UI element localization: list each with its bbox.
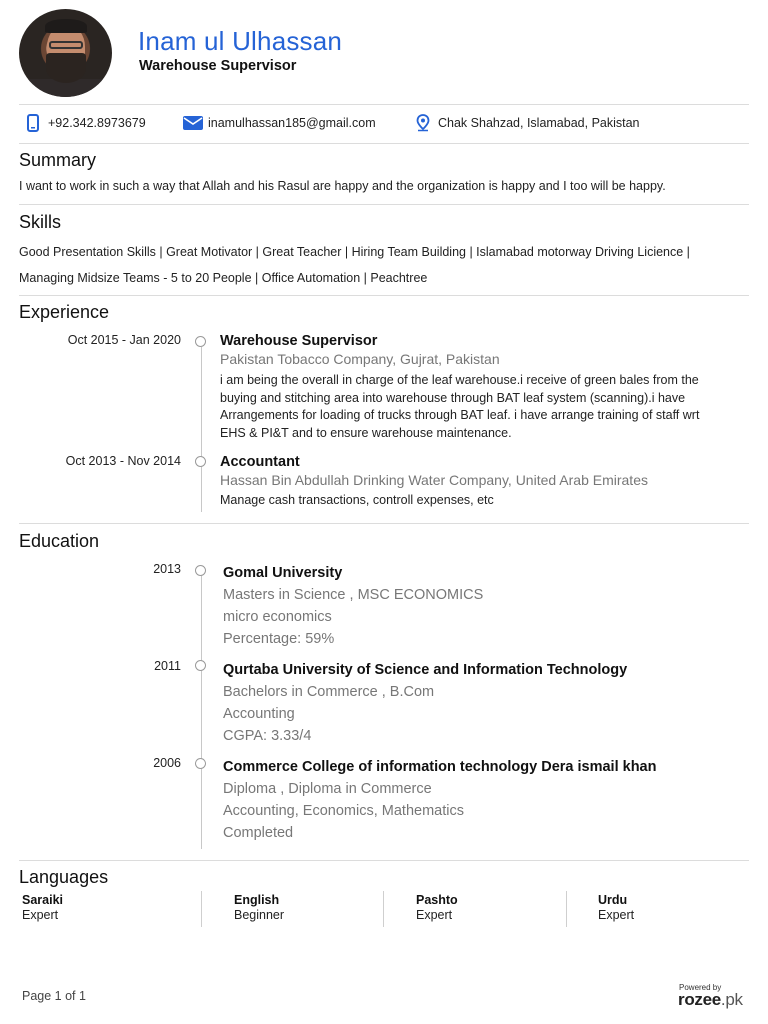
language-name: Saraiki [22, 893, 64, 907]
experience-desc [220, 372, 699, 442]
desc-line: buying and stitching area into warehouse through BAT leaf system (scanning).i have [220, 390, 686, 405]
language-item [598, 893, 634, 922]
desc-line: i am being the overall in charge of the leaf warehouse.i receive of green bales from the [220, 373, 699, 387]
phone-icon [22, 113, 44, 133]
language-name: Urdu [598, 893, 628, 907]
experience-dates: Oct 2013 - Nov 2014 [65, 454, 181, 468]
desc-line: Manage cash transactions, controll expenses, etc [220, 493, 494, 507]
location-text: Chak Shahzad, Islamabad, Pakistan [438, 116, 640, 130]
candidate-name: Inam ul Ulhassan [138, 26, 343, 56]
education-degree: Bachelors in Commerce , B.Com [223, 684, 435, 700]
language-item [416, 893, 458, 922]
timeline-dot [195, 565, 206, 576]
education-field: Accounting, Economics, Mathematics [223, 803, 464, 819]
language-level: Beginner [234, 908, 285, 922]
language-item [22, 893, 63, 922]
education-year: 2011 [154, 659, 181, 673]
education-field: Accounting [223, 706, 295, 722]
avatar [19, 9, 112, 97]
experience-desc [220, 492, 494, 510]
desc-line: Arrangements for loading of trucks through BAT leaf. i have arrange training of staff wrt [220, 408, 700, 422]
experience-dates: Oct 2015 - Jan 2020 [67, 333, 181, 347]
skills-line-2: Managing Midsize Teams - 5 to 20 People | Office Automation | Peachtree [19, 271, 428, 285]
education-school: Gomal University [223, 565, 343, 581]
skills-heading: Skills [19, 212, 62, 232]
experience-role: Accountant [220, 454, 300, 470]
contact-email[interactable] [182, 113, 376, 133]
timeline-dot [195, 456, 206, 467]
language-item [234, 893, 284, 922]
experience-org: Pakistan Tobacco Company, Gujrat, Pakistan [220, 351, 500, 367]
divider [19, 204, 749, 205]
education-result: Completed [223, 825, 294, 841]
language-level: Expert [22, 908, 59, 922]
divider [19, 523, 749, 524]
email-text: inamulhassan185@gmail.com [208, 116, 376, 130]
rozee-logo[interactable] [678, 990, 743, 1010]
candidate-title: Warehouse Supervisor [139, 58, 297, 74]
brand-main: rozee [678, 990, 721, 1009]
language-name: Pashto [416, 893, 458, 907]
experience-timeline [201, 347, 202, 512]
education-result: Percentage: 59% [223, 631, 335, 647]
education-school: Commerce College of information technology Dera ismail khan [223, 759, 657, 775]
language-name: English [234, 893, 280, 907]
experience-heading: Experience [19, 302, 110, 322]
languages-heading: Languages [19, 867, 109, 887]
education-result: CGPA: 3.33/4 [223, 728, 312, 744]
skills-line-1: Good Presentation Skills | Great Motivator | Great Teacher | Hiring Team Building | Islamabad motorway Driving Licience | [19, 245, 690, 259]
timeline-dot [195, 758, 206, 769]
timeline-dot [195, 660, 206, 671]
summary-text: I want to work in such a way that Allah and his Rasul are happy and the organization is happy and I too will be happy. [19, 179, 666, 193]
education-degree: Diploma , Diploma in Commerce [223, 781, 432, 797]
contact-location [412, 113, 640, 133]
divider [19, 295, 749, 296]
education-degree: Masters in Science , MSC ECONOMICS [223, 587, 484, 603]
contact-phone[interactable] [22, 113, 146, 133]
education-year: 2013 [153, 562, 181, 576]
language-divider [566, 891, 567, 927]
experience-role: Warehouse Supervisor [220, 333, 378, 349]
education-school: Qurtaba University of Science and Information Technology [223, 662, 628, 678]
divider [19, 143, 749, 144]
language-level: Expert [416, 908, 453, 922]
timeline-dot [195, 336, 206, 347]
envelope-icon [182, 113, 204, 133]
language-level: Expert [598, 908, 635, 922]
page-number: Page 1 of 1 [22, 989, 86, 1003]
divider [19, 104, 749, 105]
experience-org: Hassan Bin Abdullah Drinking Water Company, United Arab Emirates [220, 472, 648, 488]
phone-text: +92.342.8973679 [48, 116, 146, 130]
powered-by-label: Powered by [679, 983, 722, 992]
summary-heading: Summary [19, 150, 97, 170]
language-divider [383, 891, 384, 927]
education-timeline [201, 575, 202, 849]
language-divider [201, 891, 202, 927]
divider [19, 860, 749, 861]
education-year: 2006 [153, 756, 181, 770]
education-heading: Education [19, 531, 100, 551]
desc-line: EHS & PI&T and to ensure warehouse maintenance. [220, 425, 512, 440]
brand-suffix: .pk [720, 990, 743, 1009]
education-field: micro economics [223, 609, 332, 625]
map-pin-icon [412, 113, 434, 133]
